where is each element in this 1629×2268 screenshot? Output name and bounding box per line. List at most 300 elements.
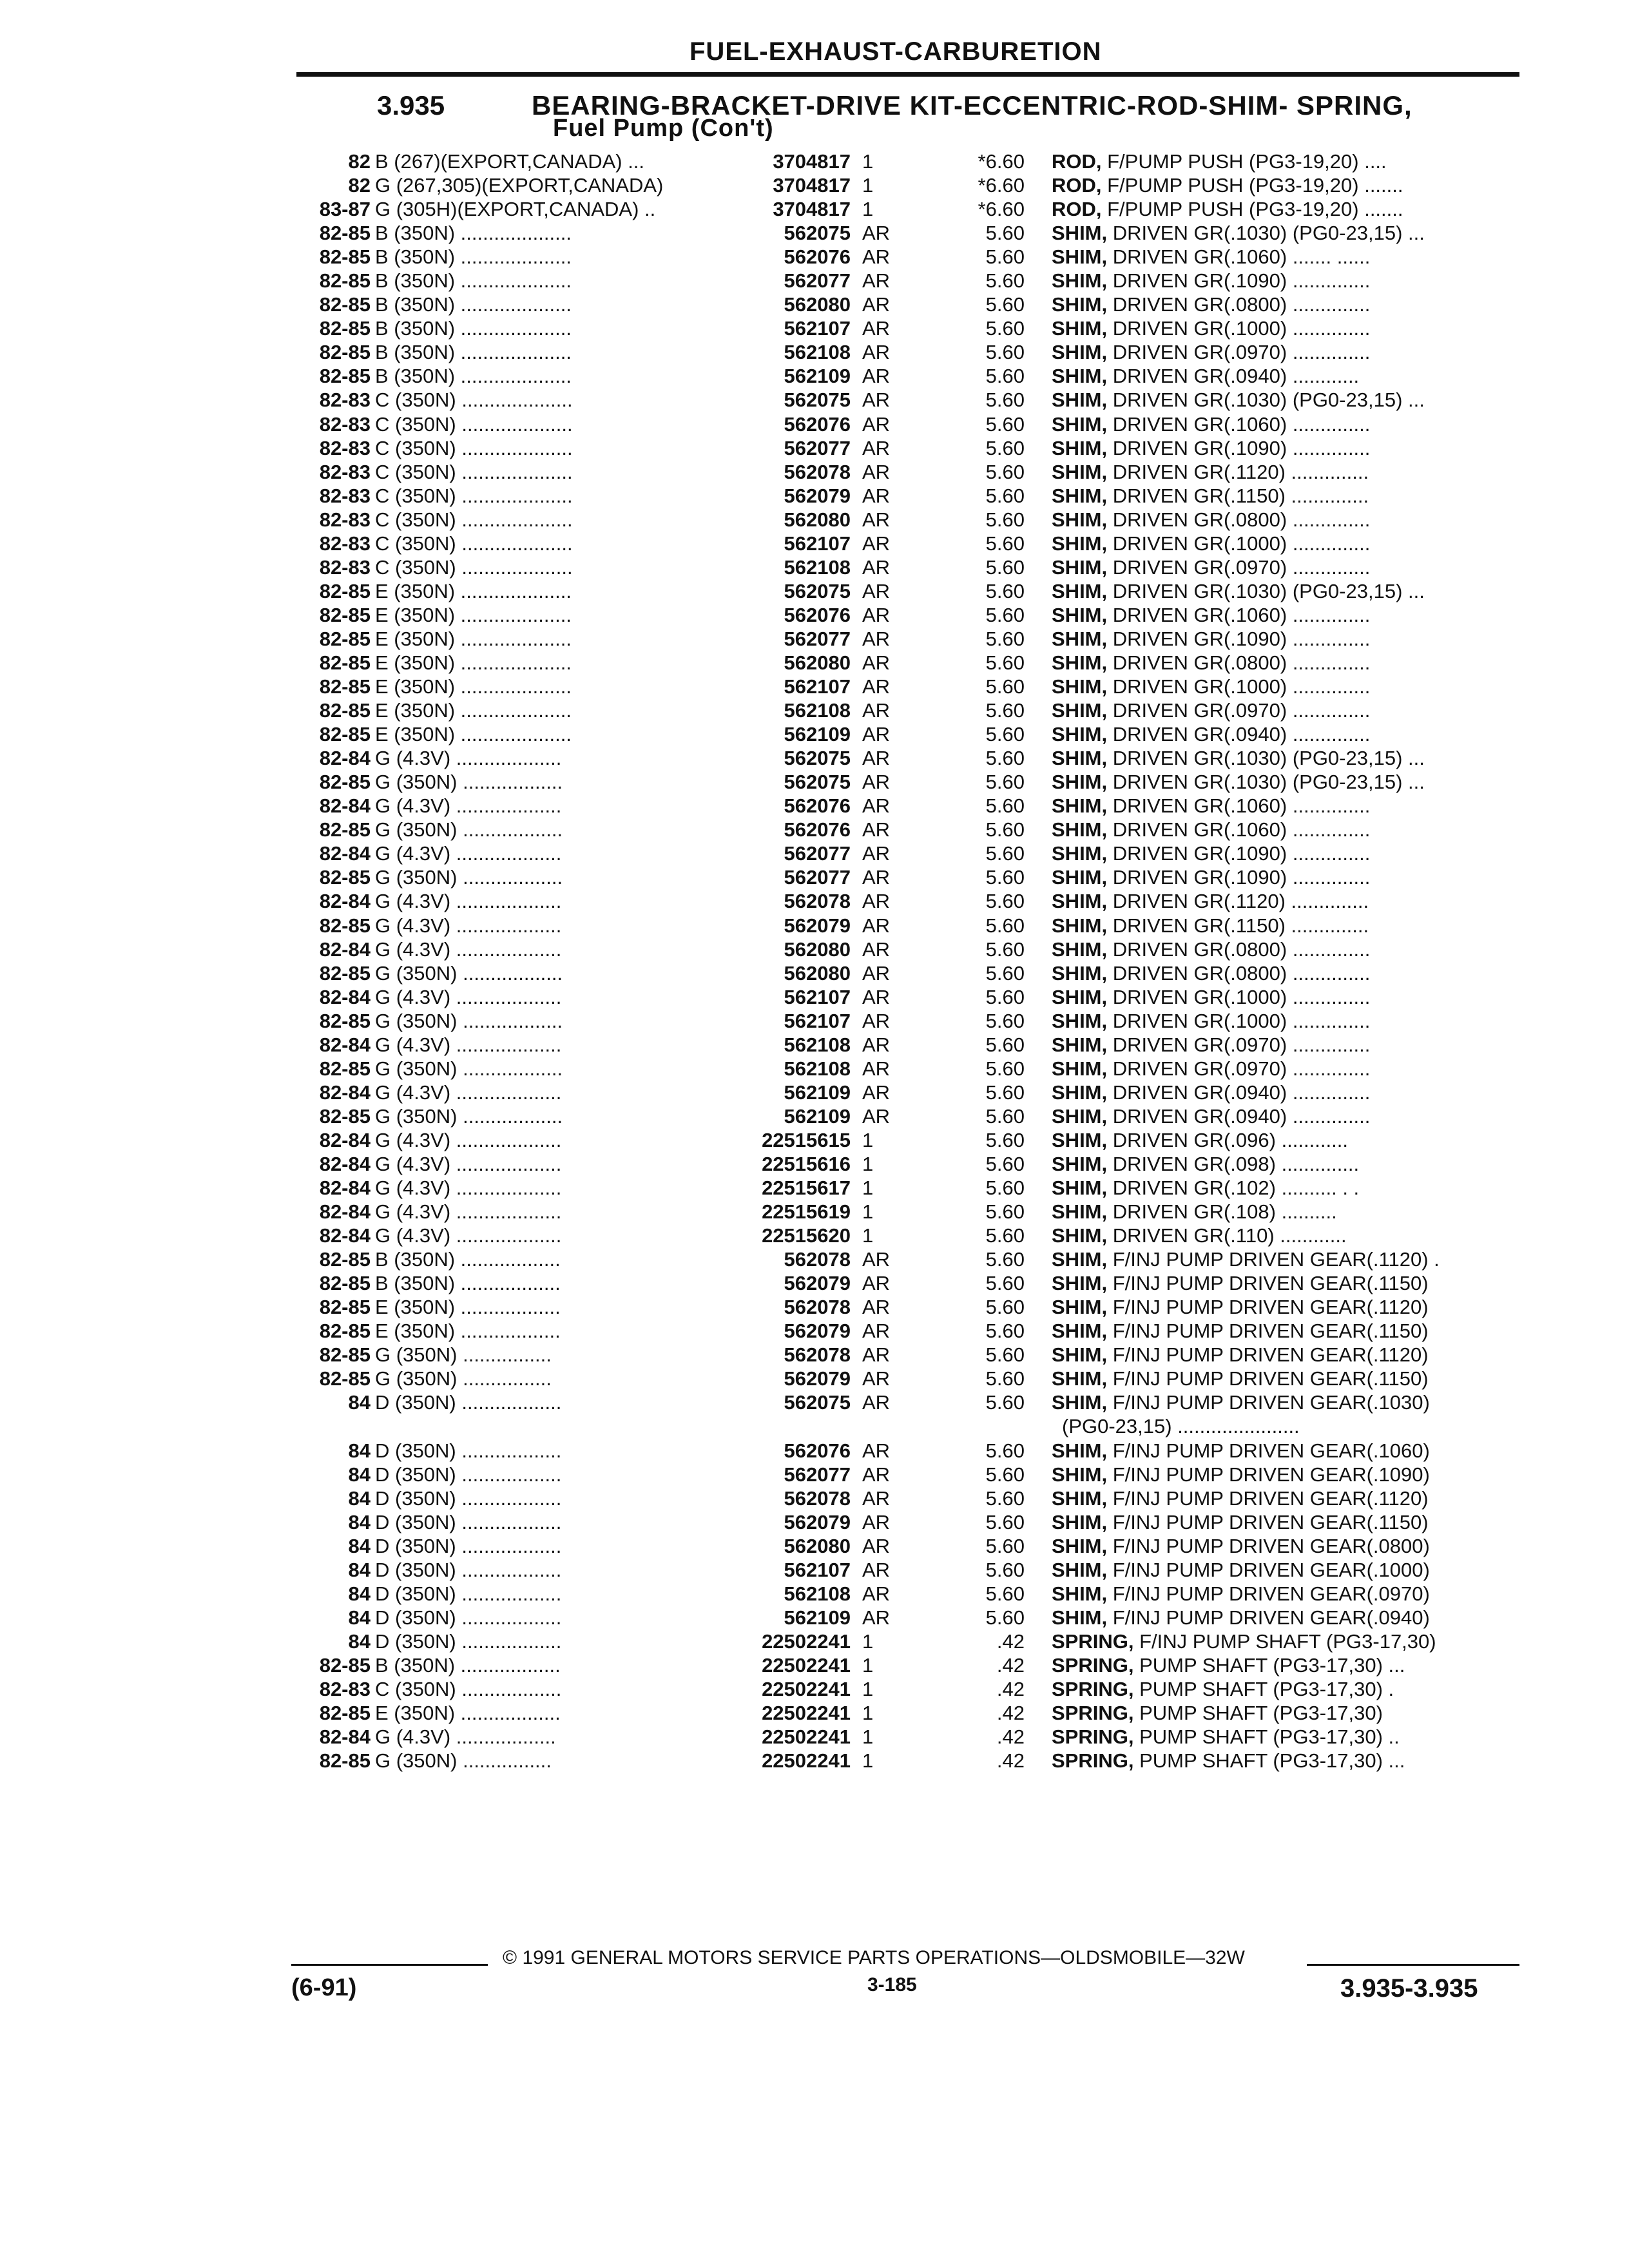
description-keyword: SHIM, [1052, 1296, 1108, 1319]
price-cell: .42 [996, 1678, 1025, 1700]
group-title: BEARING-BRACKET-DRIVE KIT-ECCENTRIC-ROD-SHIM- SPRING, [532, 90, 1412, 120]
table-row [0, 1200, 1629, 1224]
year-cell: 82-85 [319, 245, 371, 269]
description-text: PUMP SHAFT (PG3-17,30) [1133, 1702, 1383, 1725]
quantity-cell: AR [862, 1558, 891, 1581]
part-number-cell: 562075 [784, 747, 851, 770]
part-number-cell: 562109 [784, 1081, 851, 1104]
quantity-cell: 1 [862, 1725, 874, 1749]
year-cell: 82-85 [319, 1343, 371, 1367]
quantity-cell: AR [862, 914, 891, 937]
description-cell [1052, 746, 1516, 770]
quantity-cell: AR [862, 460, 891, 483]
description-keyword: SPRING, [1052, 1725, 1134, 1749]
quantity-cell: AR [862, 1343, 891, 1367]
model-cell: G (350N) .................. [375, 771, 563, 794]
year-cell: 82-85 [319, 1009, 371, 1032]
quantity-cell: AR [862, 1320, 891, 1343]
description-text: DRIVEN GR(.1060) .............. [1107, 603, 1371, 626]
model-cell: G (350N) .................. [375, 866, 563, 889]
part-number-cell: 562107 [784, 985, 851, 1008]
part-number-cell: 562075 [784, 579, 851, 602]
description-cell [1052, 555, 1516, 579]
description-text: DRIVEN GR(.1030) (PG0-23,15) ... [1107, 222, 1425, 245]
description-cell [1052, 1677, 1516, 1701]
part-number-cell: 562078 [784, 1248, 851, 1271]
year-cell: 82-85 [319, 1653, 371, 1677]
table-row [0, 603, 1629, 627]
quantity-cell: AR [862, 317, 891, 340]
footer-copyright: © 1991 GENERAL MOTORS SERVICE PARTS OPERATIONS—OLDSMOBILE—32W [503, 1947, 1245, 1968]
description-cell [1052, 985, 1516, 1009]
price-cell: 5.60 [985, 675, 1025, 698]
description-text: DRIVEN GR(.0940) .............. [1107, 723, 1371, 746]
part-number-cell: 562078 [784, 1486, 851, 1510]
price-cell: .42 [996, 1702, 1025, 1725]
year-cell: 82-85 [319, 341, 371, 364]
quantity-cell: AR [862, 1439, 891, 1462]
table-row [0, 579, 1629, 603]
table-row [0, 1414, 1629, 1438]
description-text: DRIVEN GR(.098) .............. [1107, 1152, 1360, 1175]
table-row [0, 1390, 1629, 1414]
part-number-cell: 562108 [784, 341, 851, 364]
model-cell: G (4.3V) ................... [375, 1152, 562, 1175]
model-cell: G (4.3V) ................... [375, 1081, 562, 1104]
model-cell: G (4.3V) .................. [375, 1725, 556, 1749]
description-keyword: SHIM, [1052, 1272, 1108, 1295]
table-row [0, 1319, 1629, 1343]
description-text: DRIVEN GR(.1000) .............. [1107, 985, 1371, 1008]
model-cell: B (350N) .................... [375, 293, 572, 316]
description-cell [1052, 1176, 1516, 1200]
part-number-cell: 562079 [784, 484, 851, 507]
year-cell: 82-84 [319, 1200, 371, 1224]
part-number-cell: 562107 [784, 675, 851, 698]
part-number-cell: 22515616 [762, 1152, 851, 1175]
description-text: DRIVEN GR(.0970) .............. [1107, 1033, 1371, 1056]
part-number-cell: 562076 [784, 818, 851, 841]
part-number-cell: 562080 [784, 508, 851, 531]
table-row [0, 364, 1629, 388]
description-keyword: SHIM, [1052, 1463, 1108, 1486]
model-cell: B (350N) .................... [375, 365, 572, 388]
description-cell [1052, 794, 1516, 818]
year-cell: 82-85 [319, 1749, 371, 1773]
description-text: F/INJ PUMP DRIVEN GEAR(.0800) [1107, 1534, 1430, 1557]
year-cell: 82-84 [319, 890, 371, 913]
quantity-cell: AR [862, 508, 891, 531]
table-row [0, 937, 1629, 961]
year-cell: 82-85 [319, 579, 371, 602]
part-number-cell: 562079 [784, 1272, 851, 1295]
part-number-cell: 562108 [784, 1582, 851, 1605]
description-cell [1052, 1057, 1516, 1081]
price-cell: 5.60 [985, 1224, 1025, 1247]
description-text: F/INJ PUMP DRIVEN GEAR(.1150) [1107, 1367, 1429, 1390]
description-cell [1052, 1439, 1516, 1463]
model-cell: E (350N) .................. [375, 1296, 561, 1319]
table-row [0, 1176, 1629, 1200]
description-keyword: SHIM, [1052, 699, 1108, 722]
part-number-cell: 562077 [784, 842, 851, 865]
description-text: PUMP SHAFT (PG3-17,30) ... [1133, 1749, 1405, 1773]
quantity-cell: 1 [862, 1224, 874, 1247]
year-cell: 82-85 [319, 1057, 371, 1080]
model-cell: C (350N) .................... [375, 484, 573, 507]
year-cell: 82-85 [319, 627, 371, 650]
table-row [0, 1510, 1629, 1534]
quantity-cell: AR [862, 1582, 891, 1605]
description-cell [1052, 1271, 1516, 1295]
quantity-cell: AR [862, 1033, 891, 1056]
quantity-cell: AR [862, 1510, 891, 1533]
model-cell: G (305H)(EXPORT,CANADA) .. [375, 198, 656, 221]
part-number-cell: 562077 [784, 627, 851, 650]
table-row [0, 340, 1629, 364]
year-cell: 82-83 [319, 460, 371, 483]
table-row [0, 293, 1629, 316]
description-text: DRIVEN GR(.1150) .............. [1107, 914, 1369, 937]
year-cell: 82-85 [319, 818, 371, 841]
table-row [0, 985, 1629, 1009]
description-keyword: SHIM, [1052, 222, 1108, 245]
price-cell: 5.60 [985, 1152, 1025, 1175]
table-row [0, 149, 1629, 173]
description-keyword: SHIM, [1052, 1152, 1108, 1175]
year-cell: 82-84 [319, 1725, 371, 1749]
price-cell: 5.60 [985, 603, 1025, 626]
description-cell [1052, 889, 1516, 913]
model-cell: G (4.3V) ................... [375, 937, 562, 961]
year-cell: 82-84 [319, 937, 371, 961]
description-keyword: SHIM, [1052, 579, 1108, 602]
price-cell: *6.60 [978, 198, 1025, 221]
price-cell: 5.60 [985, 532, 1025, 555]
price-cell: 5.60 [985, 1486, 1025, 1510]
description-cell [1052, 508, 1516, 532]
description-cell [1052, 221, 1516, 245]
price-cell: 5.60 [985, 1534, 1025, 1557]
description-keyword: SHIM, [1052, 1391, 1108, 1414]
part-number-cell: 22515615 [762, 1128, 851, 1151]
table-row [0, 1104, 1629, 1128]
table-row [0, 1128, 1629, 1152]
description-text: DRIVEN GR(.1090) .............. [1107, 269, 1371, 293]
quantity-cell: AR [862, 937, 891, 961]
model-cell: C (350N) .................... [375, 532, 573, 555]
price-cell: 5.60 [985, 245, 1025, 269]
description-cell [1052, 1081, 1516, 1104]
description-cell [1052, 149, 1516, 173]
part-number-cell: 562107 [784, 317, 851, 340]
model-cell: E (350N) .................. [375, 1320, 561, 1343]
price-cell: 5.60 [985, 412, 1025, 436]
description-cell [1052, 698, 1516, 722]
description-text: F/INJ PUMP DRIVEN GEAR(.1030) [1107, 1391, 1430, 1414]
price-cell: 5.60 [985, 1510, 1025, 1533]
price-cell: *6.60 [978, 150, 1025, 173]
table-row [0, 722, 1629, 746]
description-cell [1052, 961, 1516, 985]
model-cell: D (350N) .................. [375, 1558, 562, 1581]
quantity-cell: 1 [862, 1177, 874, 1200]
description-cell [1052, 1463, 1516, 1486]
description-cell [1052, 1152, 1516, 1176]
price-cell: 5.60 [985, 555, 1025, 579]
table-row [0, 484, 1629, 508]
description-text: DRIVEN GR(.1060) ....... ...... [1107, 245, 1371, 269]
quantity-cell: AR [862, 555, 891, 579]
model-cell: D (350N) .................. [375, 1606, 562, 1629]
price-cell: 5.60 [985, 914, 1025, 937]
price-cell: 5.60 [985, 651, 1025, 674]
description-text: DRIVEN GR(.1120) .............. [1107, 460, 1369, 483]
table-row [0, 173, 1629, 197]
part-number-cell: 22502241 [762, 1725, 851, 1749]
quantity-cell: 1 [862, 1152, 874, 1175]
quantity-cell: AR [862, 222, 891, 245]
quantity-cell: 1 [862, 1629, 874, 1653]
description-text: F/INJ PUMP DRIVEN GEAR(.1150) [1107, 1272, 1429, 1295]
description-text: F/INJ PUMP DRIVEN GEAR(.0970) [1107, 1582, 1430, 1605]
table-row [0, 1343, 1629, 1367]
model-cell: D (350N) .................. [375, 1510, 562, 1533]
description-text: DRIVEN GR(.108) .......... [1107, 1200, 1337, 1224]
price-cell: *6.60 [978, 174, 1025, 197]
description-cell [1052, 841, 1516, 865]
description-text: PUMP SHAFT (PG3-17,30) ... [1133, 1653, 1405, 1677]
description-cell [1052, 1009, 1516, 1033]
quantity-cell: AR [862, 1057, 891, 1080]
description-text: F/INJ PUMP DRIVEN GEAR(.1120) [1107, 1296, 1429, 1319]
quantity-cell: AR [862, 1272, 891, 1295]
year-cell: 82-84 [319, 794, 371, 818]
year-cell: 84 [348, 1463, 371, 1486]
table-row [0, 1653, 1629, 1677]
description-keyword: SHIM, [1052, 747, 1108, 770]
price-cell: 5.60 [985, 1343, 1025, 1367]
price-cell: 5.60 [985, 1033, 1025, 1056]
part-number-cell: 562079 [784, 1320, 851, 1343]
price-cell: 5.60 [985, 794, 1025, 818]
description-keyword: SHIM, [1052, 1439, 1108, 1462]
description-cell [1052, 197, 1516, 221]
part-number-cell: 22515617 [762, 1177, 851, 1200]
table-row [0, 698, 1629, 722]
model-cell: G (350N) ................ [375, 1367, 552, 1390]
quantity-cell: AR [862, 1463, 891, 1486]
year-cell: 82-83 [319, 436, 371, 459]
price-cell: 5.60 [985, 389, 1025, 412]
description-cell [1052, 1367, 1516, 1390]
quantity-cell: AR [862, 436, 891, 459]
description-text: DRIVEN GR(.1060) .............. [1107, 794, 1371, 818]
description-keyword: SHIM, [1052, 317, 1108, 340]
table-row [0, 1152, 1629, 1176]
description-keyword: SHIM, [1052, 937, 1108, 961]
year-cell: 82-85 [319, 675, 371, 698]
description-keyword: SHIM, [1052, 1486, 1108, 1510]
price-cell: .42 [996, 1629, 1025, 1653]
year-cell: 82-83 [319, 508, 371, 531]
part-number-cell: 562107 [784, 532, 851, 555]
part-number-cell: 562108 [784, 699, 851, 722]
year-cell: 82-85 [319, 771, 371, 794]
model-cell: G (4.3V) ................... [375, 1224, 562, 1247]
description-text: DRIVEN GR(.0940) .............. [1107, 1081, 1371, 1104]
description-text: F/INJ PUMP DRIVEN GEAR(.1090) [1107, 1463, 1430, 1486]
year-cell: 84 [348, 1582, 371, 1605]
model-cell: B (350N) .................. [375, 1248, 561, 1271]
model-cell: G (4.3V) ................... [375, 1177, 562, 1200]
year-cell: 83-87 [319, 198, 371, 221]
table-row [0, 1749, 1629, 1773]
part-number-cell: 562079 [784, 914, 851, 937]
description-keyword: SHIM, [1052, 245, 1108, 269]
table-row [0, 388, 1629, 412]
description-cell [1052, 722, 1516, 746]
year-cell: 82-84 [319, 1081, 371, 1104]
description-text: F/INJ PUMP DRIVEN GEAR(.1120) [1107, 1486, 1429, 1510]
model-cell: E (350N) .................... [375, 651, 572, 674]
description-cell [1052, 770, 1516, 794]
description-keyword: SHIM, [1052, 914, 1108, 937]
year-cell: 82-85 [319, 269, 371, 293]
price-cell: 5.60 [985, 985, 1025, 1008]
description-keyword: ROD, [1052, 174, 1102, 197]
table-row [0, 1725, 1629, 1749]
table-row [0, 1367, 1629, 1390]
description-text: DRIVEN GR(.1030) (PG0-23,15) ... [1107, 747, 1425, 770]
part-number-cell: 562078 [784, 890, 851, 913]
model-cell: D (350N) .................. [375, 1463, 562, 1486]
description-cell [1052, 1390, 1516, 1414]
year-cell: 84 [348, 1534, 371, 1557]
table-row [0, 1582, 1629, 1606]
description-text: DRIVEN GR(.1030) (PG0-23,15) ... [1107, 389, 1425, 412]
quantity-cell: AR [862, 293, 891, 316]
price-cell: 5.60 [985, 699, 1025, 722]
description-text: DRIVEN GR(.0970) .............. [1107, 1057, 1371, 1080]
year-cell: 84 [348, 1629, 371, 1653]
model-cell: E (350N) .................... [375, 579, 572, 602]
description-cell [1052, 818, 1516, 841]
quantity-cell: AR [862, 985, 891, 1008]
description-cell [1052, 532, 1516, 555]
model-cell: C (350N) .................... [375, 460, 573, 483]
description-cell [1052, 269, 1516, 293]
part-number-cell: 562107 [784, 1009, 851, 1032]
description-keyword: SHIM, [1052, 890, 1108, 913]
description-keyword: SPRING, [1052, 1629, 1134, 1653]
year-cell: 82-85 [319, 365, 371, 388]
description-keyword: ROD, [1052, 198, 1102, 221]
description-text: PUMP SHAFT (PG3-17,30) . [1133, 1678, 1394, 1700]
description-cell [1052, 1534, 1516, 1558]
description-keyword: SPRING, [1052, 1749, 1134, 1773]
description-keyword: SHIM, [1052, 1128, 1108, 1151]
model-cell: C (350N) .................... [375, 412, 573, 436]
year-cell: 82-83 [319, 389, 371, 412]
description-cell [1052, 245, 1516, 269]
part-number-cell: 22502241 [762, 1749, 851, 1773]
model-cell: B (350N) .................... [375, 222, 572, 245]
page-number: 3-185 [867, 1974, 917, 1995]
table-row [0, 221, 1629, 245]
description-keyword: SHIM, [1052, 532, 1108, 555]
description-keyword: ROD, [1052, 150, 1102, 173]
model-cell: C (350N) .................... [375, 555, 573, 579]
quantity-cell: AR [862, 1391, 891, 1414]
description-keyword: SHIM, [1052, 723, 1108, 746]
description-cell [1052, 316, 1516, 340]
quantity-cell: AR [862, 341, 891, 364]
quantity-cell: AR [862, 1486, 891, 1510]
description-text: DRIVEN GR(.0800) .............. [1107, 508, 1371, 531]
price-cell: 5.60 [985, 1320, 1025, 1343]
description-text: DRIVEN GR(.1000) .............. [1107, 675, 1371, 698]
description-keyword: SHIM, [1052, 651, 1108, 674]
description-text: F/INJ PUMP DRIVEN GEAR(.1150) [1107, 1510, 1429, 1533]
description-cell [1052, 1749, 1516, 1773]
part-number-cell: 22502241 [762, 1678, 851, 1700]
description-text: F/PUMP PUSH (PG3-19,20) ....... [1101, 174, 1403, 197]
description-text: F/INJ PUMP DRIVEN GEAR(.1060) [1107, 1439, 1430, 1462]
group-subtitle: Fuel Pump (Con't) [553, 115, 774, 142]
description-cell [1052, 1510, 1516, 1534]
description-text: DRIVEN GR(.1030) (PG0-23,15) ... [1107, 579, 1425, 602]
price-cell: 5.60 [985, 1391, 1025, 1414]
table-row [0, 1486, 1629, 1510]
description-keyword: SHIM, [1052, 1224, 1108, 1247]
description-keyword: SHIM, [1052, 1200, 1108, 1224]
footer-rule-left [291, 1964, 488, 1966]
table-row [0, 460, 1629, 484]
table-row [0, 245, 1629, 269]
model-cell: B (350N) .................... [375, 245, 572, 269]
model-cell: E (350N) .................... [375, 723, 572, 746]
table-row [0, 555, 1629, 579]
year-cell: 82-83 [319, 412, 371, 436]
description-text: DRIVEN GR(.1150) .............. [1107, 484, 1369, 507]
year-cell: 82-85 [319, 222, 371, 245]
table-row [0, 651, 1629, 675]
part-number-cell: 22502241 [762, 1653, 851, 1677]
model-cell: B (350N) .................... [375, 317, 572, 340]
description-keyword: SHIM, [1052, 1558, 1108, 1581]
description-text: (PG0-23,15) ...................... [1062, 1415, 1300, 1438]
part-number-cell: 562109 [784, 1104, 851, 1128]
part-number-cell: 562079 [784, 1367, 851, 1390]
quantity-cell: AR [862, 532, 891, 555]
description-cell [1052, 1725, 1516, 1749]
part-number-cell: 562076 [784, 245, 851, 269]
year-cell: 82-85 [319, 914, 371, 937]
part-number-cell: 562077 [784, 269, 851, 293]
model-cell: D (350N) .................. [375, 1439, 562, 1462]
part-number-cell: 562075 [784, 222, 851, 245]
quantity-cell: AR [862, 389, 891, 412]
table-row [0, 1439, 1629, 1463]
year-cell: 84 [348, 1606, 371, 1629]
part-number-cell: 562077 [784, 866, 851, 889]
description-text: DRIVEN GR(.0800) .............. [1107, 937, 1371, 961]
description-keyword: SHIM, [1052, 460, 1108, 483]
quantity-cell: AR [862, 675, 891, 698]
description-text: F/PUMP PUSH (PG3-19,20) .... [1101, 150, 1387, 173]
description-cell [1052, 1558, 1516, 1582]
